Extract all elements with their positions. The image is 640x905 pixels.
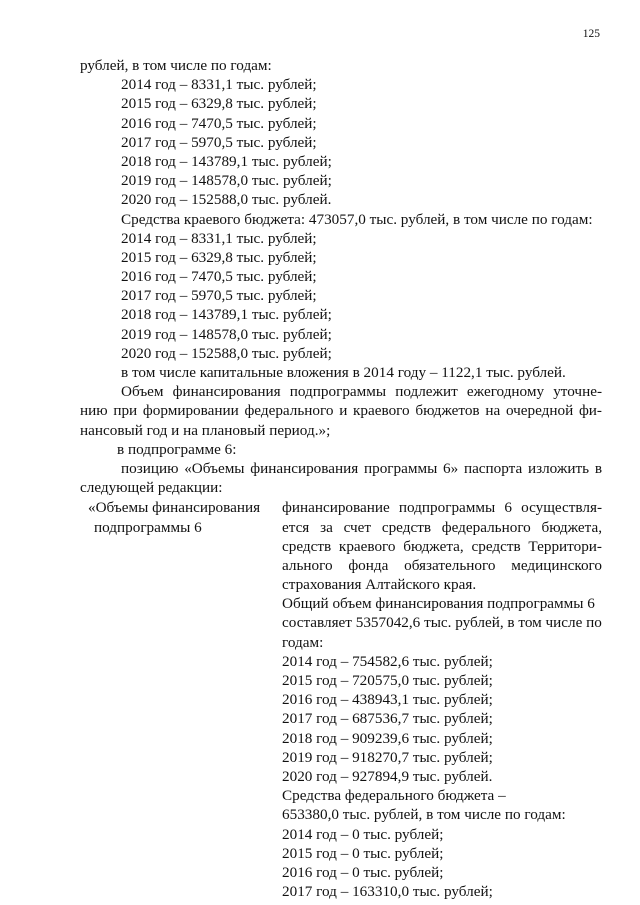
table-value-line: 2017 год – 163310,0 тыс. рублей; [282, 883, 493, 901]
table-value-line: средств краевого бюджета, средств Территори- [282, 537, 602, 555]
paragraph-line: нию при формировании федерального и краевого бюджетов на очередной фи- [80, 402, 602, 420]
passport-table [80, 498, 602, 901]
page-number: 125 [582, 28, 600, 40]
text-line: 2020 год – 152588,0 тыс. рублей. [121, 191, 332, 209]
table-value-line: 2020 год – 927894,9 тыс. рублей. [282, 767, 493, 785]
paragraph-line: нансовый год и на плановый период.»; [80, 421, 331, 439]
text-line: 2014 год – 8331,1 тыс. рублей; [121, 229, 317, 247]
paragraph-line: позицию «Объемы финансирования программы 6» паспорта изложить в [121, 459, 602, 477]
text-line: 2015 год – 6329,8 тыс. рублей; [121, 95, 317, 113]
text-line: в том числе капитальные вложения в 2014 году – 1122,1 тыс. рублей. [121, 364, 566, 381]
table-value-line: 2016 год – 438943,1 тыс. рублей; [282, 691, 493, 709]
text-line: 2016 год – 7470,5 тыс. рублей; [121, 268, 317, 286]
table-value-line: финансирование подпрограммы 6 осуществля- [282, 499, 602, 517]
table-value-line: Средства федерального бюджета – [282, 787, 506, 805]
text-line: 2020 год – 152588,0 тыс. рублей; [121, 344, 332, 362]
subprogram-heading: в подпрограмме 6: [117, 440, 237, 458]
text-line: 2017 год – 5970,5 тыс. рублей; [121, 287, 317, 305]
table-value-line: 2014 год – 754582,6 тыс. рублей; [282, 652, 493, 670]
text-line: 2015 год – 6329,8 тыс. рублей; [121, 248, 317, 266]
table-value-line: 2014 год – 0 тыс. рублей; [282, 825, 444, 843]
table-value-line: годам: [282, 633, 324, 651]
table-value-line: составляет 5357042,6 тыс. рублей, в том числе по [282, 614, 602, 632]
table-value-line: 653380,0 тыс. рублей, в том числе по годам: [282, 806, 566, 824]
table-value-column [276, 498, 602, 901]
text-line: 2017 год – 5970,5 тыс. рублей; [121, 133, 317, 151]
table-value-line: 2019 год – 918270,7 тыс. рублей; [282, 748, 493, 766]
table-label-line: «Объемы финансирования [88, 499, 261, 517]
table-label-line: подпрограммы 6 [94, 518, 202, 536]
table-label-column [80, 498, 276, 901]
paragraph-line: следующей редакции: [80, 479, 223, 497]
text-line: 2018 год – 143789,1 тыс. рублей; [121, 152, 332, 170]
table-value-line: ального фонда обязательного медицинского [282, 556, 602, 574]
table-value-line: 2018 год – 909239,6 тыс. рублей; [282, 729, 493, 747]
paragraph-line: Объем финансирования подпрограммы подлежит ежегодному уточне- [121, 383, 602, 401]
table-value-line: Общий объем финансирования подпрограммы 6 [282, 595, 595, 613]
text-line: Средства краевого бюджета: 473057,0 тыс. рублей, в том числе по годам: [121, 210, 593, 228]
document-body [80, 56, 602, 901]
text-line: 2019 год – 148578,0 тыс. рублей; [121, 172, 332, 190]
text-line: 2014 год – 8331,1 тыс. рублей; [121, 76, 317, 94]
table-value-line: ется за счет средств федерального бюджета, [282, 518, 602, 536]
table-value-line: страхования Алтайского края. [282, 576, 477, 594]
table-value-line: 2015 год – 720575,0 тыс. рублей; [282, 672, 493, 689]
text-line: 2019 год – 148578,0 тыс. рублей; [121, 325, 332, 343]
text-line: рублей, в том числе по годам: [80, 57, 272, 74]
text-line: 2018 год – 143789,1 тыс. рублей; [121, 306, 332, 324]
text-line: 2016 год – 7470,5 тыс. рублей; [121, 114, 317, 132]
table-value-line: 2017 год – 687536,7 тыс. рублей; [282, 710, 493, 728]
table-value-line: 2016 год – 0 тыс. рублей; [282, 863, 444, 881]
table-value-line: 2015 год – 0 тыс. рублей; [282, 844, 444, 862]
